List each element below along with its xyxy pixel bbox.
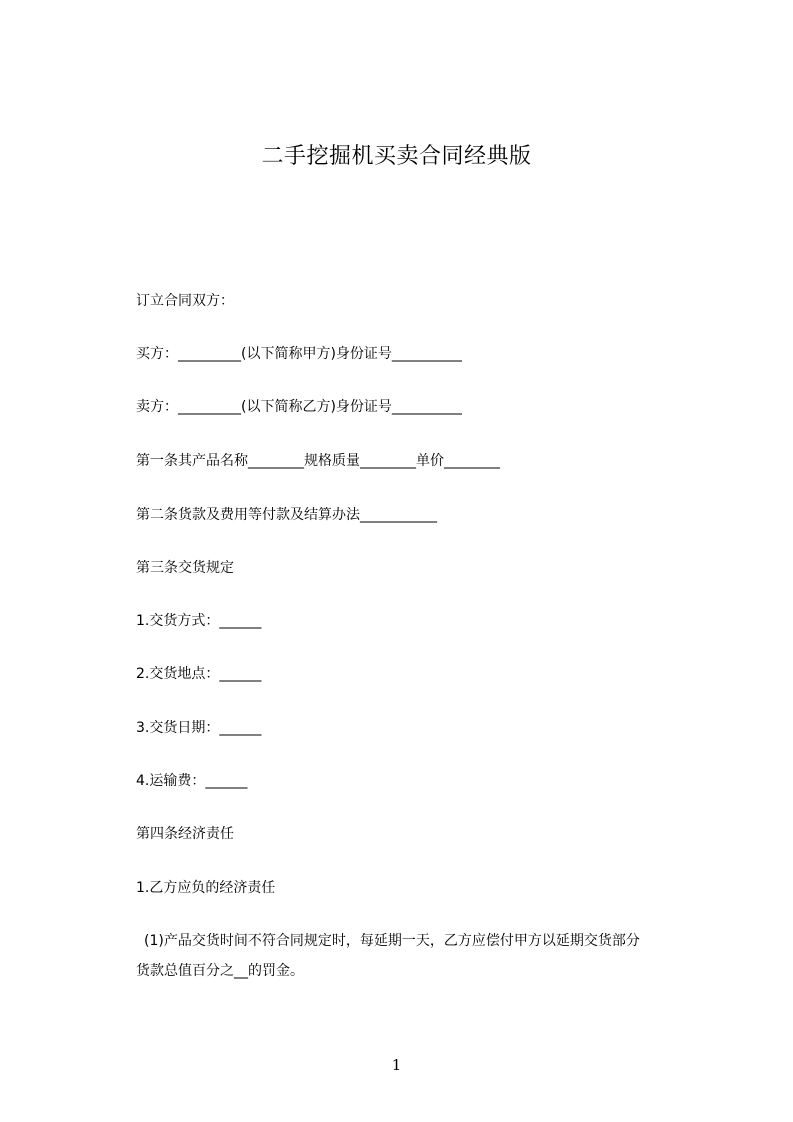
article-three-heading: 第三条交货规定 [136, 560, 234, 576]
penalty-paragraph [136, 926, 716, 986]
penalty-paragraph-line-1: (1)产品交货时间不符合同规定时，每延期一天，乙方应偿付甲方以延期交货部分 [144, 933, 640, 949]
contract-parties-heading: 订立合同双方： [136, 293, 234, 309]
delivery-date-line: 3.交货日期：______ [136, 720, 262, 736]
penalty-paragraph-line-2: 货款总值百分之__的罚金。 [136, 963, 304, 979]
party-b-liability-heading: 1.乙方应负的经济责任 [136, 880, 276, 896]
article-two-line: 第二条货款及费用等付款及结算办法___________ [136, 507, 437, 523]
delivery-method-line: 1.交货方式：______ [136, 613, 262, 629]
delivery-location-line: 2.交货地点：______ [136, 666, 262, 682]
page-number: 1 [391, 1056, 402, 1074]
article-one-line: 第一条其产品名称________规格质量________单价________ [136, 453, 500, 469]
document-title: 二手挖掘机买卖合同经典版 [261, 144, 532, 169]
buyer-line: 买方：_________(以下简称甲方)身份证号__________ [136, 346, 462, 362]
transport-fee-line: 4.运输费：______ [136, 773, 248, 789]
seller-line: 卖方：_________(以下简称乙方)身份证号__________ [136, 399, 462, 415]
article-four-heading: 第四条经济责任 [136, 826, 234, 842]
